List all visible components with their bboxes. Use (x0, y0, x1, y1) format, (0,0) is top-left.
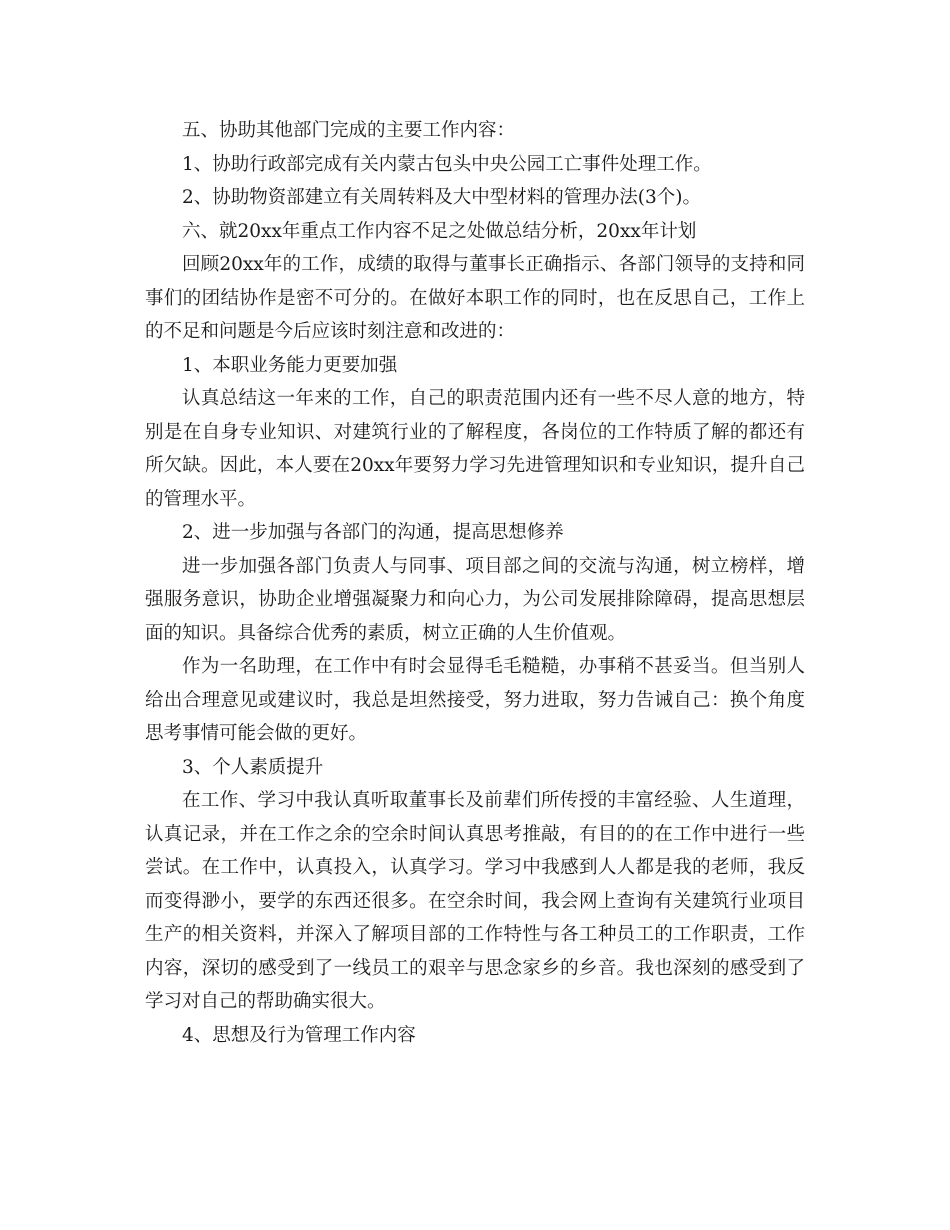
subheading: 1、本职业务能力更要加强 (182, 354, 398, 376)
body-paragraph: 作为一名助理，在工作中有时会显得毛毛糙糙，办事稍不甚妥当。但当别人给出合理意见或建议时，我总是坦然接受，努力进取，努力告诫自己：换个角度思考事情可能会做的更好。 (145, 656, 805, 744)
body-paragraph: 在工作、学习中我认真听取董事长及前辈们所传授的丰富经验、人生道理，认真记录，并在工作之余的空余时间认真思考推敲，有目的的在工作中进行一些尝试。在工作中，认真投入，认真学习。学习中我感到人人都是我的老师，我反而变得渺小，要学的东西还很多。在空余时间，我会网上查询有关建筑行业项目生产的相关资料，并深入了解项目部的工作特性与各工种员工的工作职责，工作内容，深切的感受到了一线员工的艰辛与思念家乡的乡音。我也深刻的感受到了学习对自己的帮助确实很大。 (145, 790, 805, 1012)
subheading: 2、进一步加强与各部门的沟通，提高思想修养 (182, 522, 564, 543)
subheading: 3、个人素质提升 (182, 756, 324, 778)
body-paragraph: 认真总结这一年来的工作，自己的职责范围内还有一些不尽人意的地方，特别是在自身专业知识、对建筑行业的了解程度，各岗位的工作特质了解的都还有所欠缺。因此，本人要在20xx年要努力学习先进管理知识和专业知识，提升自己的管理水平。 (145, 388, 805, 510)
list-item: 1、协助行政部完成有关内蒙古包头中央公园工亡事件处理工作。 (182, 153, 712, 175)
subheading: 4、思想及行为管理工作内容 (182, 1024, 416, 1046)
section-heading-5: 五、协助其他部门完成的主要工作内容： (182, 120, 516, 141)
document-body (145, 114, 805, 1052)
list-item: 2、协助物资部建立有关周转料及大中型材料的管理办法(3个)。 (182, 187, 701, 208)
body-paragraph: 进一步加强各部门负责人与同事、项目部之间的交流与沟通，树立榜样，增强服务意识，协助企业增强凝聚力和向心力，为公司发展排除障碍，提高思想层面的知识。具备综合优秀的素质，树立正确的人生价值观。 (145, 555, 805, 644)
body-paragraph: 回顾20xx年的工作，成绩的取得与董事长正确指示、各部门领导的支持和同事们的团结协作是密不可分的。在做好本职工作的同时，也在反思自己，工作上的不足和问题是今后应该时刻注意和改进的： (145, 254, 805, 342)
section-heading-6: 六、就20xx年重点工作内容不足之处做总结分析，20xx年计划 (182, 220, 697, 242)
